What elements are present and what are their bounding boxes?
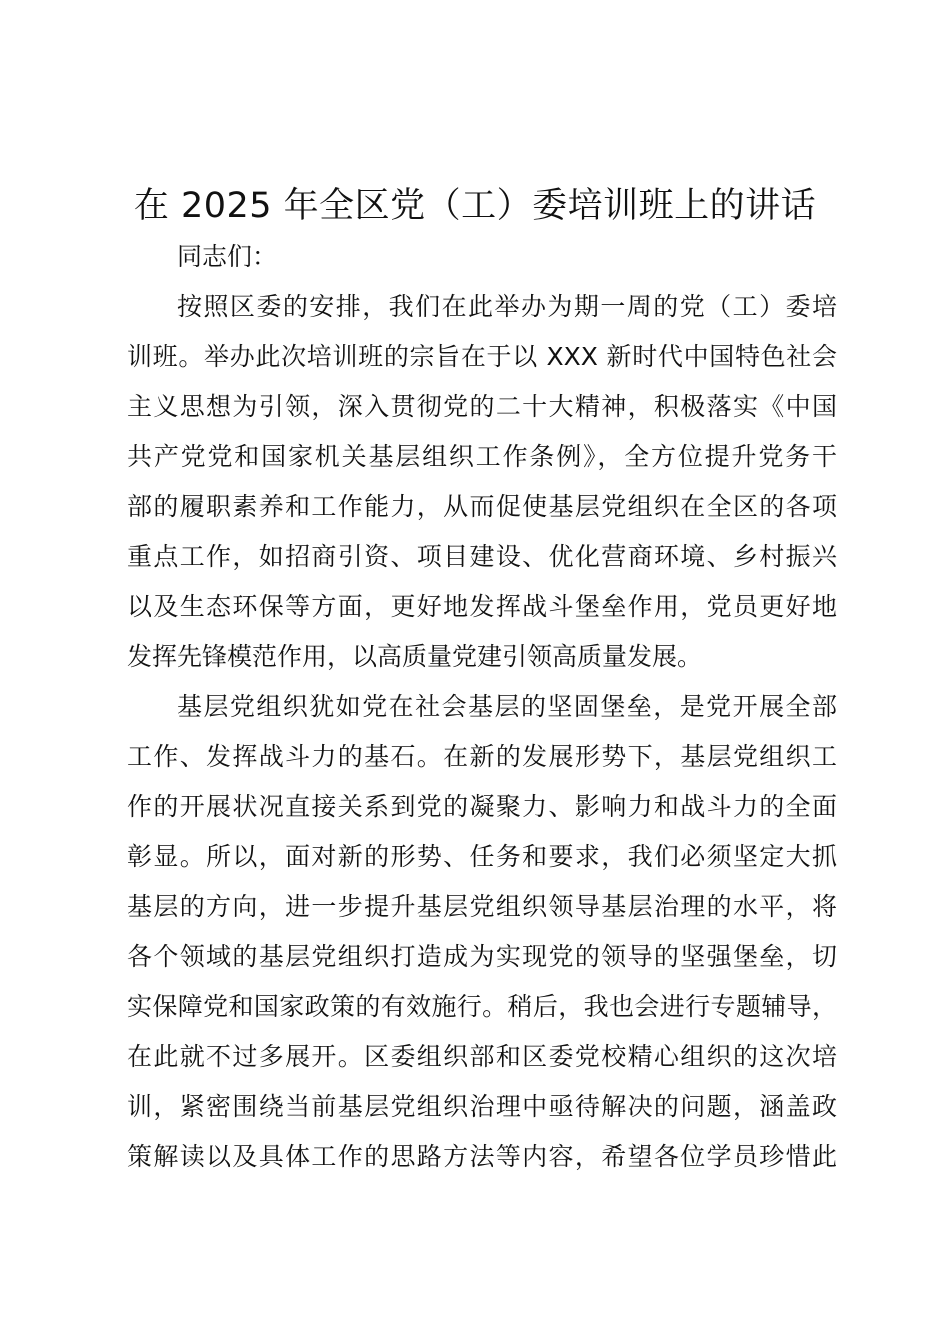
paragraph-line: 基层党组织犹如党在社会基层的坚固堡垒，是党开展全部 <box>177 692 837 721</box>
paragraph-line: 主义思想为引领，深入贯彻党的二十大精神，积极落实《中国 <box>127 392 837 421</box>
paragraph-line: 实保障党和国家政策的有效施行。稍后，我也会进行专题辅导， <box>127 992 837 1021</box>
paragraph-line: 共产党党和国家机关基层组织工作条例》，全方位提升党务干 <box>127 442 837 471</box>
paragraph-line: 按照区委的安排，我们在此举办为期一周的党（工）委培 <box>177 292 837 321</box>
paragraph-line: 彰显。所以，面对新的形势、任务和要求，我们必须坚定大抓 <box>127 842 837 871</box>
paragraph-line: 重点工作，如招商引资、项目建设、优化营商环境、乡村振兴 <box>127 542 837 571</box>
greeting: 同志们： <box>177 242 278 271</box>
paragraph-line: 以及生态环保等方面，更好地发挥战斗堡垒作用，党员更好地 <box>127 592 837 621</box>
paragraph-line: 部的履职素养和工作能力，从而促使基层党组织在全区的各项 <box>127 492 837 521</box>
paragraph-line: 基层的方向，进一步提升基层党组织领导基层治理的水平，将 <box>127 892 837 921</box>
paragraph-line: 工作、发挥战斗力的基石。在新的发展形势下，基层党组织工 <box>127 742 837 771</box>
paragraph-line: 作的开展状况直接关系到党的凝聚力、影响力和战斗力的全面 <box>127 792 837 821</box>
paragraph-line: 训班。举办此次培训班的宗旨在于以 XXX 新时代中国特色社会 <box>127 342 837 371</box>
paragraph-1 <box>127 282 837 682</box>
document-body <box>127 232 837 1182</box>
document-title: 在 2025 年全区党（工）委培训班上的讲话 <box>133 186 817 226</box>
paragraph-2 <box>127 682 837 1182</box>
paragraph-line: 发挥先锋模范作用，以高质量党建引领高质量发展。 <box>127 642 703 671</box>
paragraph-line: 策解读以及具体工作的思路方法等内容，希望各位学员珍惜此 <box>127 1142 837 1171</box>
paragraph-line: 训，紧密围绕当前基层党组织治理中亟待解决的问题，涵盖政 <box>127 1092 837 1121</box>
paragraph-line: 各个领域的基层党组织打造成为实现党的领导的坚强堡垒，切 <box>127 942 837 971</box>
paragraph-line: 在此就不过多展开。区委组织部和区委党校精心组织的这次培 <box>127 1042 837 1071</box>
